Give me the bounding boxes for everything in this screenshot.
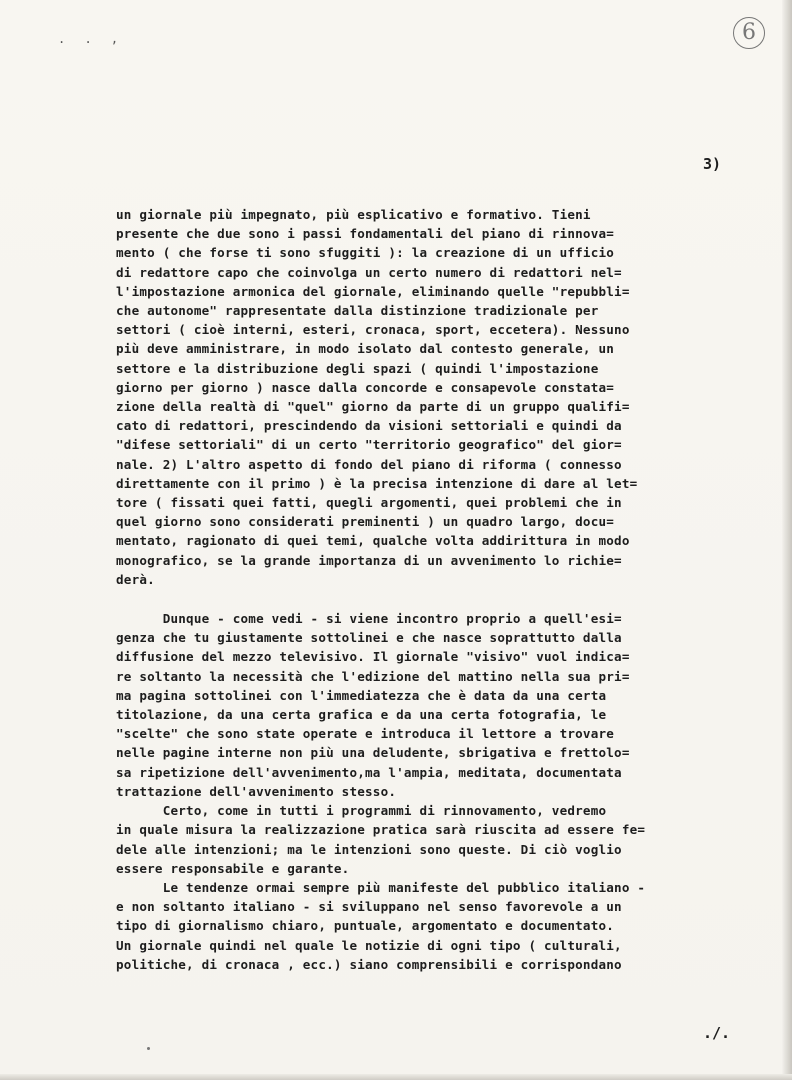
paragraph [116,205,776,589]
text-line: settori ( cioè interni, esteri, cronaca, sport, eccetera). Nessuno [116,322,630,338]
ink-speck [147,1047,150,1050]
paragraph [116,609,776,974]
continuation-mark: ./. [703,1024,731,1042]
text-line: quel giorno sono considerati preminenti ) un quadro largo, docu= [116,514,615,530]
text-line: essere responsabile e garante. [116,860,350,876]
text-line: sa ripetizione dell'avvenimento,ma l'ampia, meditata, documentata [116,764,622,780]
circled-sheet-number: 6 [733,17,765,49]
text-line: l'impostazione armonica del giornale, eliminando quelle "repubbli= [116,283,630,299]
text-line: mentato, ragionato di quei temi, qualche volta addirittura in modo [116,533,630,549]
text-line: nelle pagine interne non più una deludente, sbrigativa e frettolo= [116,745,630,761]
page-number: 3) [703,155,722,173]
page-bottom-edge [0,1074,792,1080]
text-line: tipo di giornalismo chiaro, puntuale, argomentato e documentato. [116,918,615,934]
text-line: giorno per giorno ) nasce dalla concorde e consapevole constata= [116,379,615,395]
text-line: dele alle intenzioni; ma le intenzioni sono queste. Di ciò voglio [116,841,622,857]
text-line: di redattore capo che coinvolga un certo numero di redattori nel= [116,264,622,280]
text-line: settore e la distribuzione degli spazi ( quindi l'impostazione [116,360,599,376]
text-line: più deve amministrare, in modo isolato dal contesto generale, un [116,341,615,357]
text-line: genza che tu giustamente sottolinei e che nasce soprattutto dalla [116,630,622,646]
text-line: ma pagina sottolinei con l'immediatezza che è data da una certa [116,687,607,703]
text-line: in quale misura la realizzazione pratica sarà riuscita ad essere fe= [116,822,646,838]
text-line: cato di redattori, prescindendo da visioni settoriali e quindi da [116,418,622,434]
text-line: "scelte" che sono state operate e introduca il lettore a trovare [116,726,615,742]
text-line: re soltanto la necessità che l'edizione del mattino nella sua pri= [116,668,630,684]
text-line: nale. 2) L'altro aspetto di fondo del piano di riforma ( connesso [116,456,622,472]
text-line: e non soltanto italiano - si sviluppano nel senso favorevole a un [116,899,622,915]
text-line: "difese settoriali" di un certo "territorio geografico" del gior= [116,437,622,453]
stray-ink-marks: . . , [58,32,125,46]
text-line: derà. [116,571,155,587]
text-line: titolazione, da una certa grafica e da una certa fotografia, le [116,707,607,723]
text-line: zione della realtà di "quel" giorno da parte di un gruppo qualifi= [116,399,630,415]
text-line: monografico, se la grande importanza di un avvenimento lo richie= [116,552,622,568]
text-line: direttamente con il primo ) è la precisa intenzione di dare al let= [116,475,638,491]
text-line: un giornale più impegnato, più esplicativo e formativo. Tieni [116,207,591,222]
typed-letter-body [116,205,776,974]
text-line: Un giornale quindi nel quale le notizie di ogni tipo ( culturali, [116,937,622,953]
text-line: tore ( fissati quei fatti, quegli argomenti, quei problemi che in [116,495,622,511]
text-line: presente che due sono i passi fondamentali del piano di rinnova= [116,226,615,242]
page-edge-shadow [782,0,792,1080]
text-line: mento ( che forse ti sono sfuggiti ): la creazione di un ufficio [116,245,615,261]
text-line: Dunque - come vedi - si viene incontro proprio a quell'esi= [116,611,622,627]
text-line: Certo, come in tutti i programmi di rinnovamento, vedremo [116,803,607,819]
text-line: diffusione del mezzo televisivo. Il giornale "visivo" vuol indica= [116,649,630,665]
text-line: che autonome" rappresentate dalla distinzione tradizionale per [116,303,599,319]
text-line: politiche, di cronaca , ecc.) siano comprensibili e corrispondano [116,956,622,972]
text-line: trattazione dell'avvenimento stesso. [116,783,397,799]
text-line: Le tendenze ormai sempre più manifeste del pubblico italiano - [116,879,646,895]
